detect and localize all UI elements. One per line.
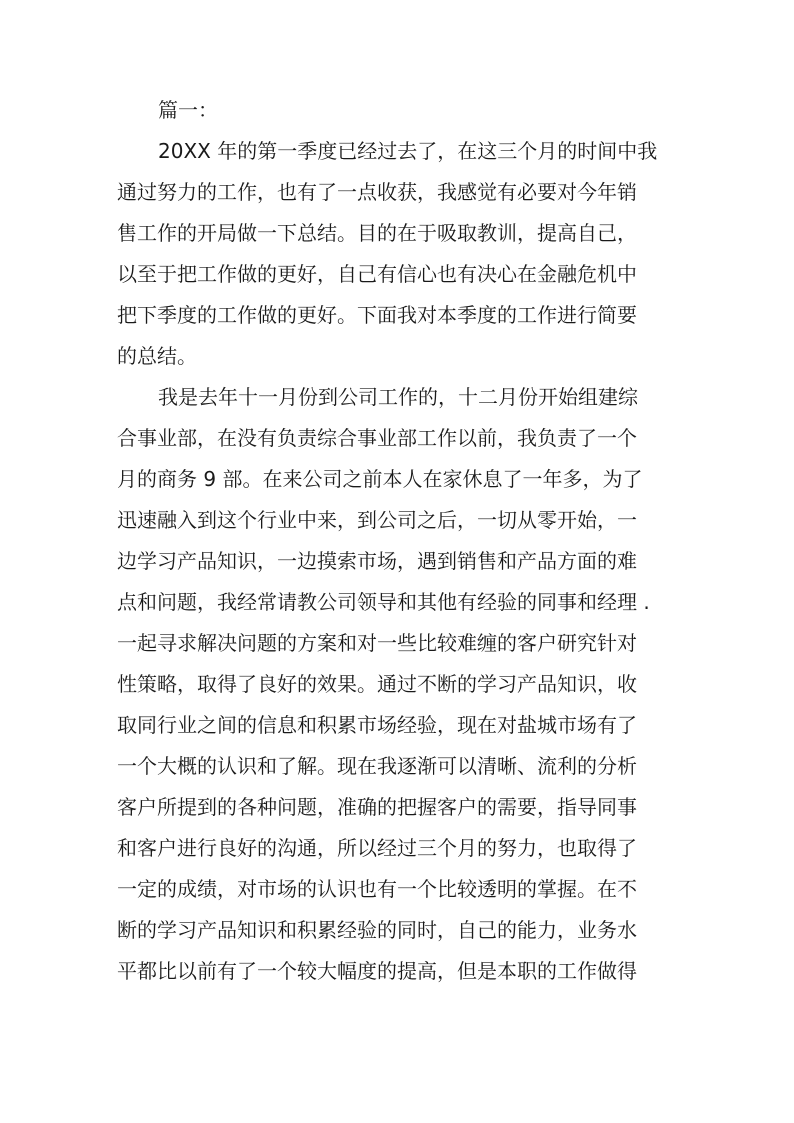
paragraph-line: 点和问题，我经常请教公司领导和其他有经验的同事和经理 . xyxy=(117,590,650,614)
paragraph-1 xyxy=(117,131,687,377)
paragraph-line: 断的学习产品知识和积累经验的同时，自己的能力，业务水 xyxy=(117,918,637,942)
paragraph-line: 通过努力的工作，也有了一点收获，我感觉有必要对今年销 xyxy=(117,180,637,204)
paragraph-line: 我是去年十一月份到公司工作的，十二月份开始组建综 xyxy=(158,385,638,409)
paragraph-line: 月的商务 9 部。在来公司之前本人在家休息了一年多，为了 xyxy=(117,467,643,491)
paragraph-line: 平都比以前有了一个较大幅度的提高，但是本职的工作做得 xyxy=(117,959,637,983)
paragraph-line: 合事业部，在没有负责综合事业部工作以前，我负责了一个 xyxy=(117,426,637,450)
paragraph-line: 以至于把工作做的更好，自己有信心也有决心在金融危机中 xyxy=(117,262,637,286)
paragraph-line: 客户所提到的各种问题，准确的把握客户的需要，指导同事 xyxy=(117,795,637,819)
paragraph-line: 取同行业之间的信息和积累市场经验，现在对盐城市场有了 xyxy=(117,713,637,737)
paragraph-line: 一个大概的认识和了解。现在我逐渐可以清晰、流利的分析 xyxy=(117,754,637,778)
document-body xyxy=(117,90,687,992)
paragraph-line: 售工作的开局做一下总结。目的在于吸取教训，提高自己， xyxy=(117,221,637,245)
paragraph-line: 边学习产品知识，一边摸索市场，遇到销售和产品方面的难 xyxy=(117,549,637,573)
paragraph-line: 一定的成绩，对市场的认识也有一个比较透明的掌握。在不 xyxy=(117,877,637,901)
paragraph-2 xyxy=(117,377,687,992)
section-heading: 篇一： xyxy=(158,98,218,122)
paragraph-line: 性策略，取得了良好的效果。通过不断的学习产品知识，收 xyxy=(117,672,637,696)
paragraph-line: 和客户进行良好的沟通，所以经过三个月的努力，也取得了 xyxy=(117,836,637,860)
paragraph-line: 20XX 年的第一季度已经过去了，在这三个月的时间中我 xyxy=(158,139,658,163)
paragraph-line: 把下季度的工作做的更好。下面我对本季度的工作进行简要 xyxy=(117,303,637,327)
paragraph-line: 的总结。 xyxy=(117,344,197,368)
paragraph-line: 一起寻求解决问题的方案和对一些比较难缠的客户研究针对 xyxy=(117,631,637,655)
paragraph-line: 迅速融入到这个行业中来，到公司之后，一切从零开始，一 xyxy=(117,508,637,532)
